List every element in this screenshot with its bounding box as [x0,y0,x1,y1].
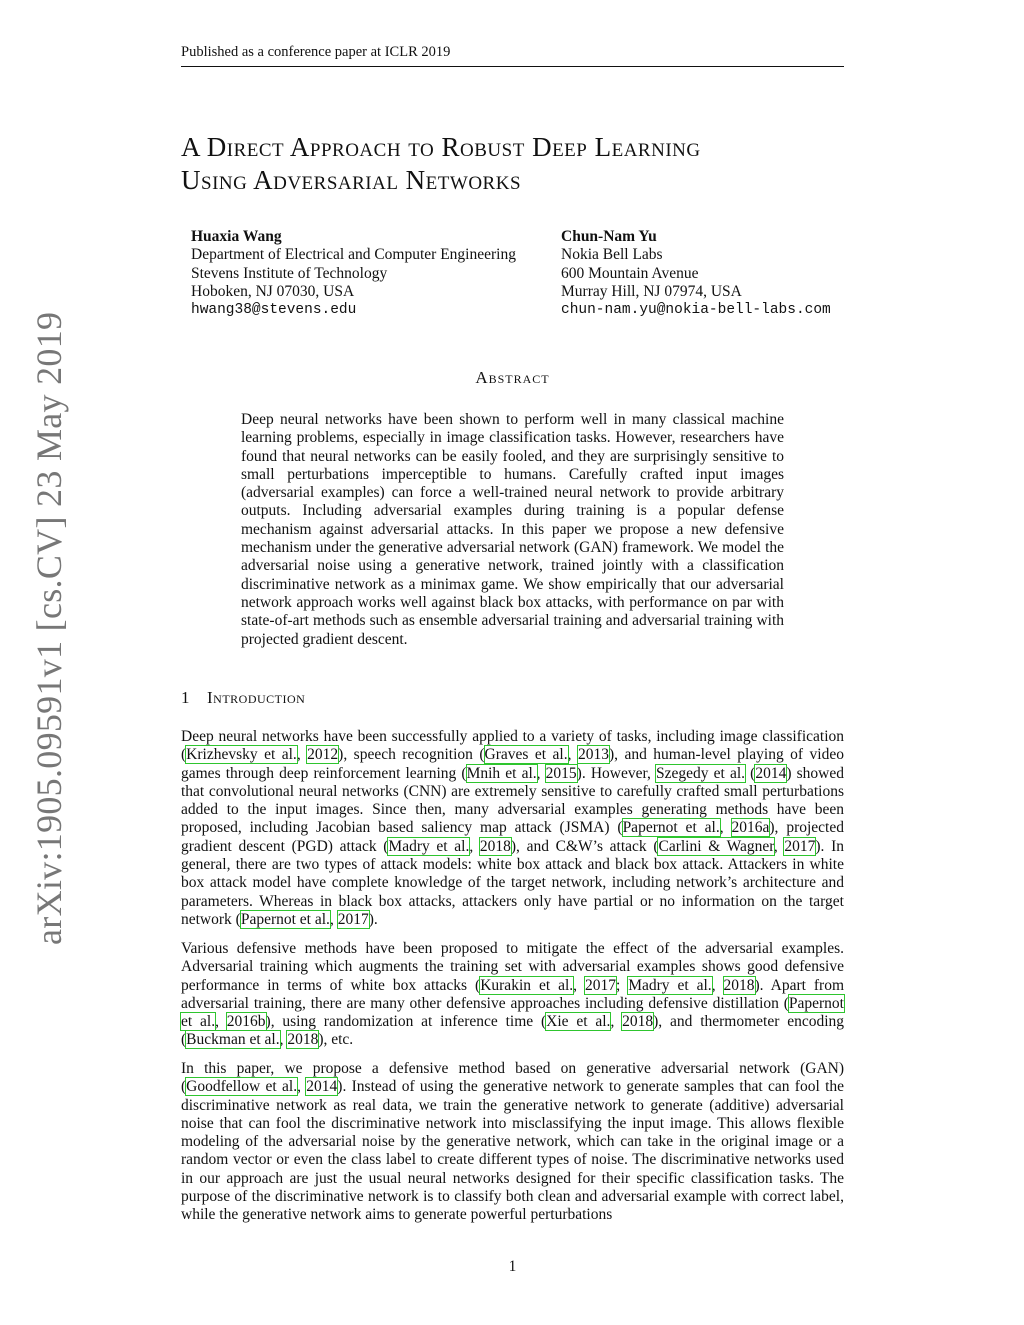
title-line-1: A Direct Approach to Robust Deep Learning [181,132,701,162]
citation-link[interactable]: Goodfellow et al. [186,1078,298,1096]
citation-link[interactable]: Buckman et al. [186,1031,280,1049]
author-block-1 [191,228,516,319]
paper-title [181,131,881,197]
header-rule [181,66,844,67]
citation-link[interactable]: 2018 [479,837,511,855]
page-number: 1 [508,1258,517,1275]
citation-link[interactable]: Madry et al. [628,976,712,994]
citation-link[interactable]: Madry et al. [388,837,470,855]
citation-link[interactable]: 2017 [584,976,616,994]
citation-link[interactable]: Krizhevsky et al. [186,746,297,764]
citation-link[interactable]: Papernot et al. [240,910,330,928]
citation-link[interactable]: 2017 [337,910,369,928]
author-email[interactable]: chun-nam.yu@nokia-bell-labs.com [561,302,831,319]
author-address: Murray Hill, NJ 07974, USA [561,282,742,300]
author-name: Chun-Nam Yu [561,228,657,245]
citation-link[interactable]: Mnih et al. [466,764,537,782]
citation-link[interactable]: Xie et al. [546,1013,611,1031]
author-institution: Stevens Institute of Technology [191,264,388,282]
citation-link[interactable]: Papernot et al. [181,994,844,1031]
author-name: Huaxia Wang [191,228,282,245]
title-line-2: Using Adversarial Networks [181,165,522,195]
section-number: 1 [181,688,190,707]
section-title: Introduction [207,688,306,707]
citation-link[interactable]: 2018 [723,976,755,994]
citation-link[interactable]: Papernot et al. [622,819,720,837]
citation-link[interactable]: 2015 [545,764,577,782]
arxiv-identifier: arXiv:1905.09591v1 [cs.CV] 23 May 2019 [29,311,69,945]
author-email[interactable]: hwang38@stevens.edu [191,302,357,319]
author-institution: 600 Mountain Avenue [561,264,699,282]
citation-link[interactable]: Carlini & Wagner [658,837,774,855]
citation-link[interactable]: 2013 [577,746,609,764]
intro-paragraph-1: Deep neural networks have been successfully applied to a variety of tasks, including image classification (Krizhevsky et al., 2012), speech recognition (Graves et al., 2013), and human-level playing of video games through deep reinforcement learning (Mnih et al., 2015). However, Szegedy et al. (2014) showed that convolutional neural networks (CNN) are extremely sensitive to carefully crafted small perturbations added to the input images. Since then, many adversarial examples generating methods have been proposed, including Jacobian based saliency map attack (JSMA) (Papernot et al., 2016a), projected gradient descent (PGD) attack (Madry et al., 2018), and C&W’s attack (Carlini & Wagner, 2017). In general, there are two types of attack models: white box attack and black box attack. Attackers in white box attack model have complete knowledge of the target network, including network’s architecture and parameters. Whereas in black box attacks, attackers only have partial or no information on the target network (Papernot et al., 2017). [181,728,845,928]
intro-paragraph-2: Various defensive methods have been proposed to mitigate the effect of the adversarial examples. Adversarial training which augments the training set with adversarial examples shows good defensive performance in terms of white box attacks (Kurakin et al., 2017; Madry et al., 2018). Apart from adversarial training, there are many other defensive approaches including defensive distillation (Papernot et al., 2016b), using randomization at inference time (Xie et al., 2018), and thermometer encoding (Buckman et al., 2018), etc. [181,940,845,1049]
citation-link[interactable]: 2018 [287,1031,319,1049]
section-heading [181,688,305,708]
intro-paragraph-3: In this paper, we propose a defensive method based on generative adversarial network (GAN) (Goodfellow et al., 2014). Instead of using the generative network to generate samples that can fool the discriminative network as real data, we train the generative network to generate (additive) adversarial noise that can fool the discriminative network into misclassifying the input image. This allows flexible modeling of the adversarial noise by the generative network, which can take in the original image or a random vector or even the class label to create different types of noise. The discriminative networks used in our approach are just the usual neural networks designed for their specific classification tasks. The purpose of the discriminative network is to classify both clean and adversarial example with correct label, while the generative network aims to generate powerful perturbations [181,1060,845,1224]
citation-link[interactable]: Szegedy et al. [656,764,746,782]
author-block-2 [561,228,831,319]
citation-link[interactable]: 2014 [755,764,787,782]
citation-link[interactable]: 2016a [731,819,770,837]
citation-link[interactable]: 2017 [784,837,816,855]
citation-link[interactable]: 2016b [226,1013,266,1031]
running-header: Published as a conference paper at ICLR 2019 [181,44,451,60]
author-address: Hoboken, NJ 07030, USA [191,282,355,300]
citation-link[interactable]: 2014 [306,1078,338,1096]
citation-link[interactable]: 2012 [307,746,339,764]
author-affiliation: Nokia Bell Labs [561,246,663,264]
citation-link[interactable]: Kurakin et al. [480,976,574,994]
citation-link[interactable]: Graves et al. [484,746,568,764]
abstract-text: Deep neural networks have been shown to perform well in many classical machine learning problems, especially in image classification tasks. However, researchers have found that neural networks can be easily fooled, and they are surprisingly sensitive to small perturbations imperceptible to humans. Carefully crafted input images (adversarial examples) can force a well-trained neural network to provide arbitrary outputs. Including adversarial examples during training is a popular defense mechanism against adversarial attacks. In this paper we propose a new defensive mechanism under the generative adversarial network (GAN) framework. We model the adversarial noise using a generative network, trained jointly with a classification discriminative network as a minimax game. We show empirically that our adversarial network approach works well against black box attacks, with performance on par with state-of-art methods such as ensemble adversarial training and adversarial training with projected gradient descent. [241,411,784,648]
abstract-heading: Abstract [475,368,550,387]
citation-link[interactable]: 2018 [622,1013,654,1031]
author-affiliation: Department of Electrical and Computer Engineering [191,246,516,264]
